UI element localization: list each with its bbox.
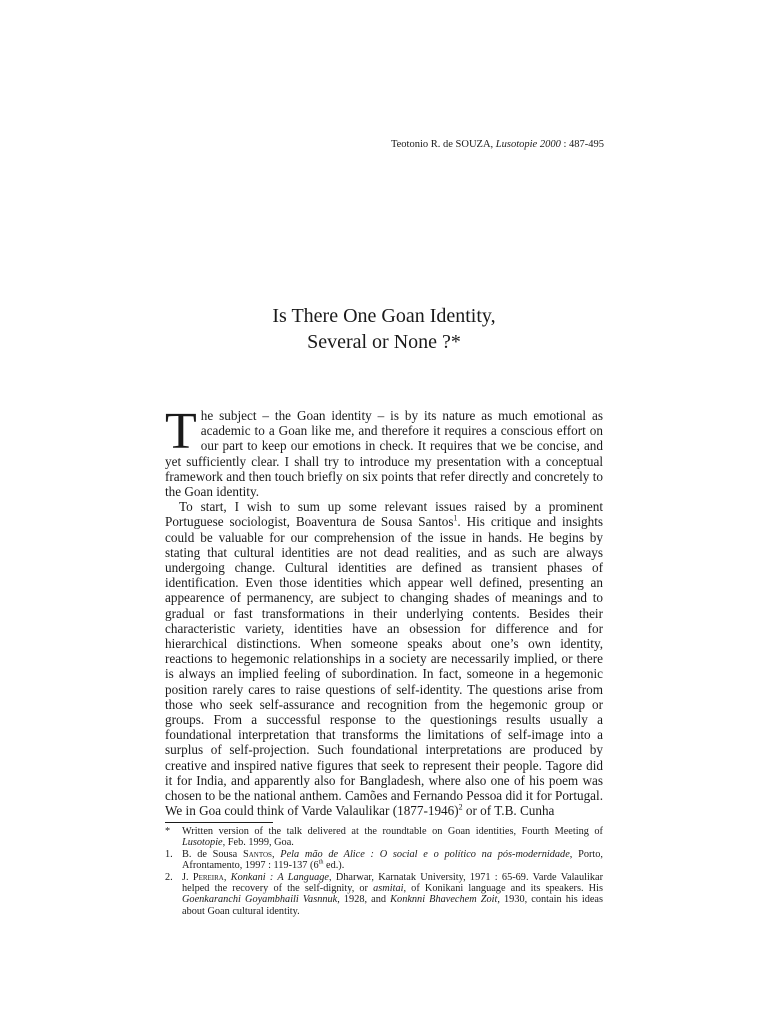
footnote-text-part: , 1930, contain his ideas about Goan cultural identity. xyxy=(182,894,604,917)
footnote-text-part: , 1928, and xyxy=(337,894,391,906)
footnote-text-part: , Feb. 1999, Goa. xyxy=(222,837,294,849)
footnote-text-part: , xyxy=(223,871,231,883)
header-pages: : 487-495 xyxy=(560,139,604,150)
footnote-italic: Konknni Bhavechem Zoit xyxy=(390,894,498,906)
paragraph-2 xyxy=(165,499,603,818)
footnote-mark: 1. xyxy=(165,848,173,860)
footnote-text-part: ed.). xyxy=(323,860,345,872)
article-title xyxy=(0,303,768,355)
footnote-text-part: , Porto, Afrontamento, 1997 : 119-137 (6 xyxy=(182,848,603,872)
paragraph-1 xyxy=(165,403,603,500)
footnote-text-part: , of Konikani language and its speakers. His xyxy=(403,883,603,895)
footnote-text-part: B. de Sousa xyxy=(182,848,244,860)
footnote-mark: 2. xyxy=(165,871,173,883)
footnote-ref-1: 1 xyxy=(453,514,458,524)
footnote-italic: Pela mão de Alice : O social e o político na pós-modernidade xyxy=(280,848,570,860)
footnote-rule xyxy=(165,822,273,823)
title-line-2: Several or None ?* xyxy=(307,331,461,353)
footnote-mark: * xyxy=(165,826,171,837)
footnote-text xyxy=(182,872,603,918)
footnote-italic: Lusotopie xyxy=(182,837,223,849)
footnote-italic: asmitai xyxy=(373,883,404,895)
footnote-italic: Goenkaranchi Goyambhaili Vasnnuk xyxy=(182,894,338,906)
footnote-smallcaps: Pereira xyxy=(192,871,224,883)
paragraph-2-text-b: . His critique and insights could be valuable for our comprehension of the issue in hands. He begins by stating that cultural identities are not dead realities, and as such are always undergoing change. Cultural identities are defined as transient phases of identification. Even those identities which appear well defined, presenting an appearence of permanency, are subject to changing shades of meanings and to gradual or fast transformations in their underlying contents. Besides their characteristic variety, identities have an obsession for difference and for hierarchical distinctions. When someone speaks about one’s own identity, reactions to hegemonic relationships in a society are necessarily implied, or there is always an implied feeling of subordination. In fact, someone in a hegemonic position rarely cares to raise questions of self-identity. The questions arise from those who seek self-assurance and recognition from the hegemonic group or groups. From a successful response to the questionings results usually a foundational interpretation that transforms the limitations of self-image into a surplus of self-projection. Such foundational interpretations are produced by creative and inspired native figures that seek to represent their people. Tagore did it for India, and apparently also for Bangladesh, where also one of his poem was chosen to be the national anthem. Camões and Fernando Pessoa did it for Portugal. We in Goa could think of Varde Valaulikar (1877-1946) xyxy=(165,514,603,819)
header-author: Teotonio R. de SOUZA, xyxy=(390,139,494,150)
footnote-text-part: J. xyxy=(182,871,193,883)
drop-cap: T xyxy=(165,403,197,460)
footnote-text-part: , xyxy=(271,848,281,860)
footnotes xyxy=(165,826,603,917)
footnote-1 xyxy=(165,849,603,872)
paragraph-2-text-c: or of T.B. Cunha xyxy=(462,803,555,819)
footnote-text-part: , Dharwar, Karnatak University, 1971 : 65-69. Varde Valaulikar helped the recovery of the self-dignity, or xyxy=(182,871,604,895)
title-line-1: Is There One Goan Identity, xyxy=(272,305,496,327)
footnote-ref-2: 2 xyxy=(458,802,463,812)
footnote-smallcaps: Santos xyxy=(243,848,272,860)
footnote-superscript: th xyxy=(318,858,324,866)
paragraph-1-text: he subject – the Goan identity – is by its nature as much emotional as academic to a Goan like me, and therefore it requires a conscious effort on our part to keep our emotions in check. It requires that we be concise, and yet sufficiently clear. I shall try to introduce my presentation with a conceptual framework and then touch briefly on six points that refer directly and concretely to the Goan identity. xyxy=(165,408,603,500)
footnote-text-part: Written version of the talk delivered at the roundtable on Goan identities, Fourth Meeting of xyxy=(182,826,603,837)
footnote-italic: Konkani : A Language xyxy=(230,871,329,883)
footnote-text xyxy=(182,849,603,872)
running-header xyxy=(391,139,604,150)
header-journal: Lusotopie 2000 xyxy=(495,139,561,150)
footnote-2 xyxy=(165,872,603,918)
article-body xyxy=(165,403,603,819)
paragraph-2-text-a: To start, I wish to sum up some relevant issues raised by a prominent Portuguese sociologist, Boaventura de Sousa Santos xyxy=(165,499,603,530)
footnote-text xyxy=(182,826,603,849)
footnote-star xyxy=(165,826,603,849)
